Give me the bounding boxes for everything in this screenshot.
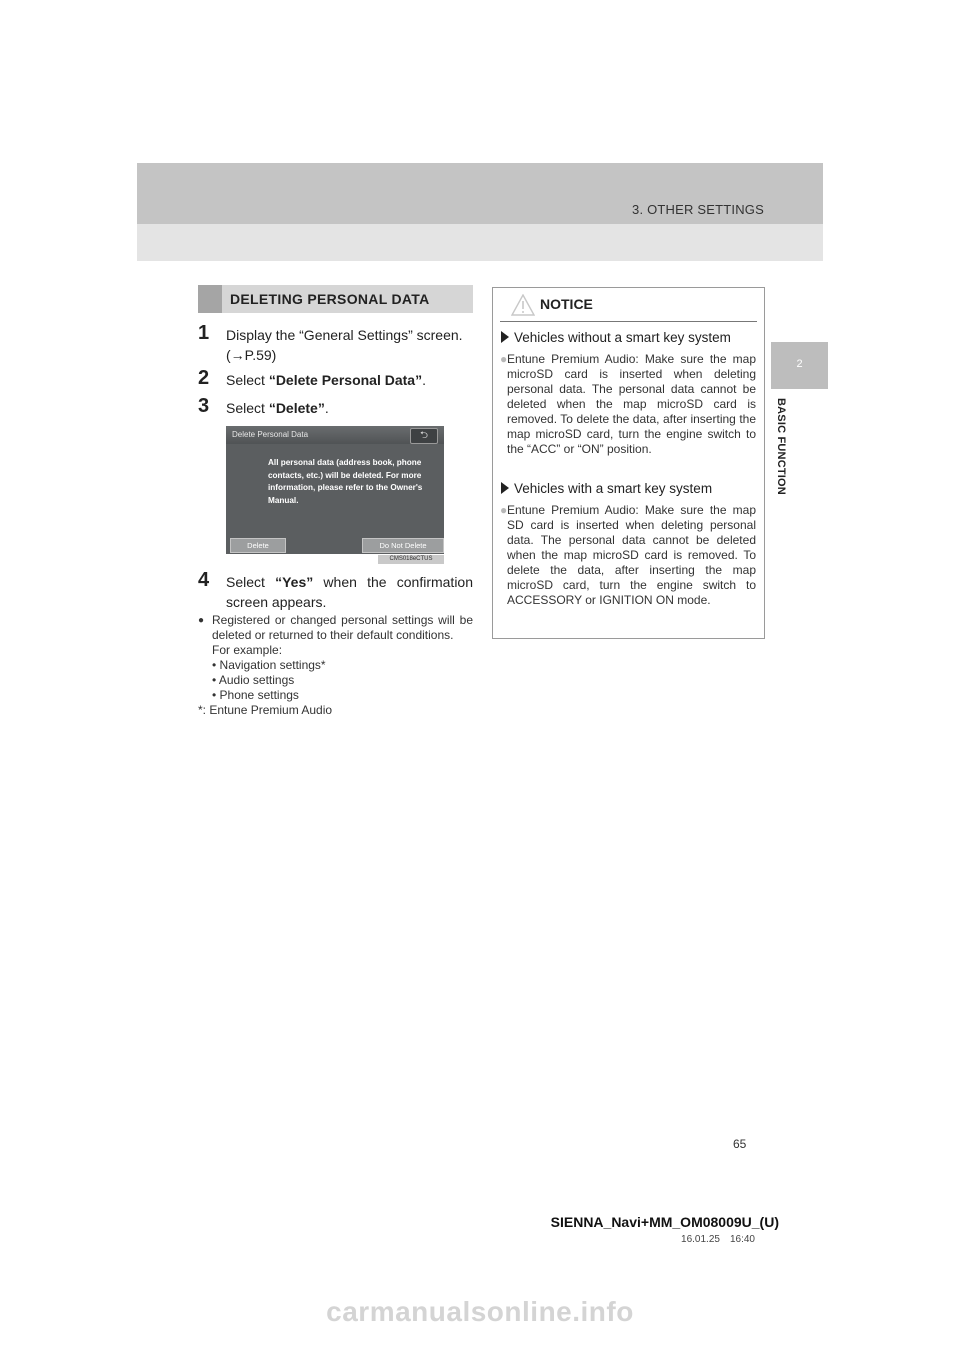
notice-paragraph-text: Entune Premium Audio: Make sure the map SD card is inserted when deleting personal data. The personal data cannot be deleted when the map microSD card is removed. To delete the data, after inserting the map microSD card, turn the engine switch to ACCESSORY or IGNITION ON mode. [507,503,756,607]
image-code: CMS018eCTUS [378,555,444,564]
print-time: 16:40 [729,1234,755,1245]
chapter-number: 2 [796,358,803,370]
example-item: • Phone settings [212,688,299,702]
notice-paragraph-text: Entune Premium Audio: Make sure the map microSD card is inserted when deleting personal data. The personal data cannot be deleted when the map microSD card is removed. To delete the data, after inserting the map microSD card, turn the engine switch to the “ACC” or “ON” position. [507,352,756,456]
watermark: carmanualsonline.info [326,1296,634,1327]
example-intro: For example: [212,643,283,657]
notice-divider [500,321,757,322]
screen-illustration [226,426,444,562]
notice-subheading-text: Vehicles without a smart key system [514,330,731,345]
back-icon[interactable]: ⮌ [410,428,438,444]
warning-icon [511,294,535,316]
heading-marker [198,285,222,313]
bullet-text: Registered or changed personal settings will be deleted or returned to their default conditions. [212,613,473,642]
section-heading [198,285,473,313]
screen-title: Delete Personal Data [232,430,309,439]
step-text: Select [226,574,276,590]
do-not-delete-button[interactable]: Do Not Delete [362,538,444,553]
bullet-block [198,613,473,718]
section-heading-text: DELETING PERSONAL DATA [230,291,430,307]
notice-subheading [501,481,712,496]
left-column [198,285,473,717]
step-text: Display the “General Settings” screen. [226,327,463,343]
screen-message: All personal data (address book, phone contacts, etc.) will be deleted. For more information, please refer to the Owner's Manual. [268,458,423,505]
example-item: • Navigation settings* [212,658,326,672]
step-bold: “Delete” [268,400,325,416]
page-number: 65 [733,1137,747,1151]
notice-box [492,287,765,639]
footnote: *: Entune Premium Audio [198,703,333,717]
timestamp [681,1234,755,1245]
bullet-icon: ● [198,615,205,626]
print-date: 16.01.25 [681,1234,720,1245]
notice-subheading-text: Vehicles with a smart key system [514,481,713,496]
header-subband [137,224,823,261]
step-text: . [422,372,426,388]
bullet-icon: ● [500,503,508,517]
example-item: • Audio settings [212,673,295,687]
delete-button[interactable]: Delete [230,538,286,553]
step-1 [198,322,463,365]
page-reference: (→P.59) [226,347,277,363]
notice-paragraph [500,503,756,608]
step-4 [198,569,473,612]
section-title: 3. OTHER SETTINGS [632,202,764,217]
notice-paragraph [500,352,756,457]
step-text: Select [226,372,269,388]
document-id: SIENNA_Navi+MM_OM08009U_(U) [550,1214,779,1230]
step-bold: “Yes” [275,574,314,590]
bullet-icon: ● [500,352,508,366]
notice-title: NOTICE [540,296,593,312]
notice-header [493,288,764,321]
step-number: 4 [198,569,210,591]
step-text: . [324,400,329,416]
step-bold: “Delete Personal Data” [268,372,423,388]
step-number: 2 [198,367,210,389]
triangle-arrow-icon [501,331,509,343]
step-text: when the confirmation screen appears. [226,574,473,610]
triangle-arrow-icon [501,482,509,494]
step-number: 3 [198,395,210,417]
notice-subheading [501,330,731,345]
step-number: 1 [198,322,210,344]
step-2 [198,367,426,390]
step-3 [198,395,329,418]
chapter-label: BASIC FUNCTION [775,398,787,495]
step-text: Select [226,400,269,416]
